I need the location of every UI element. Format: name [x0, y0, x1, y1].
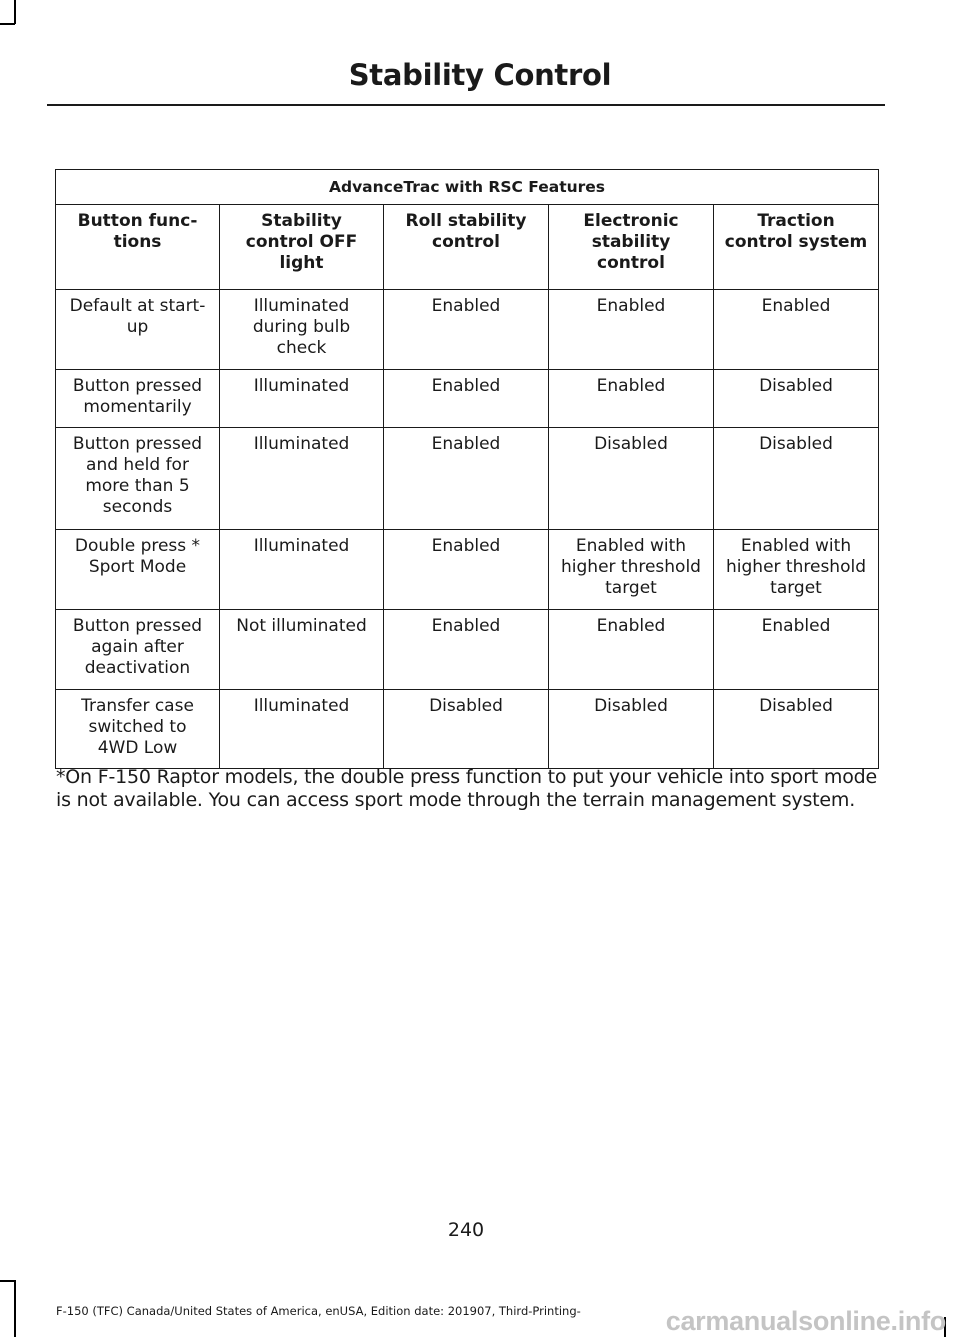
- table-cell: Enabled: [549, 290, 714, 370]
- table-cell: Enabled: [384, 290, 549, 370]
- page-number: 240: [447, 1219, 485, 1241]
- column-header: Stability control OFF light: [220, 205, 384, 290]
- table-cell: Enabled with higher threshold target: [714, 530, 879, 610]
- table-cell: Enabled: [714, 290, 879, 370]
- table-cell: Disabled: [549, 428, 714, 530]
- column-header: Electronic stability control: [549, 205, 714, 290]
- table-cell: Button pressed and held for more than 5 seconds: [56, 428, 220, 530]
- table-cell: Double press * Sport Mode: [56, 530, 220, 610]
- table-cell: Disabled: [714, 690, 879, 769]
- table-row: [56, 610, 879, 690]
- table-cell: Default at start- up: [56, 290, 220, 370]
- table-body: [56, 290, 879, 769]
- watermark: carmanualsonline.info: [665, 1306, 946, 1336]
- table-cell: Button pressed momentarily: [56, 370, 220, 428]
- table-cell: Illuminated: [220, 690, 384, 769]
- table-cell: Button pressed again after deactivation: [56, 610, 220, 690]
- table-cell: Disabled: [549, 690, 714, 769]
- page-title: Stability Control: [348, 58, 612, 92]
- table-cell: Enabled: [384, 610, 549, 690]
- table-cell: Enabled with higher threshold target: [549, 530, 714, 610]
- table-cell: Not illuminated: [220, 610, 384, 690]
- table-cell: Illuminated: [220, 370, 384, 428]
- table-cell: Disabled: [714, 428, 879, 530]
- table-cell: Enabled: [549, 610, 714, 690]
- footnote: *On F-150 Raptor models, the double press function to put your vehicle into sport mode is not available. You can access sport mode through the terrain management system.: [56, 766, 878, 811]
- crop-mark-top-left-h: [0, 23, 15, 25]
- crop-mark-bottom-left-h: [0, 1280, 15, 1282]
- table-header-row: [56, 205, 879, 290]
- table-cell: Disabled: [714, 370, 879, 428]
- crop-mark-top-left-v: [14, 0, 16, 24]
- advancetrac-features-table: [55, 169, 879, 769]
- table-cell: Enabled: [549, 370, 714, 428]
- table-cell: Disabled: [384, 690, 549, 769]
- table-cell: Illuminated: [220, 428, 384, 530]
- table-cell: Enabled: [714, 610, 879, 690]
- table-cell: Enabled: [384, 530, 549, 610]
- table-row: [56, 428, 879, 530]
- crop-mark-bottom-left-v: [14, 1280, 16, 1337]
- title-rule: [47, 104, 885, 106]
- table-cell: Illuminated: [220, 530, 384, 610]
- table-caption: AdvanceTrac with RSC Features: [56, 170, 879, 205]
- edition-line: F-150 (TFC) Canada/United States of America, enUSA, Edition date: 201907, Third-Printing-: [56, 1304, 581, 1318]
- table-row: [56, 290, 879, 370]
- column-header: Button func- tions: [56, 205, 220, 290]
- table-row: [56, 370, 879, 428]
- table-cell: Illuminated during bulb check: [220, 290, 384, 370]
- table-cell: Enabled: [384, 370, 549, 428]
- column-header: Roll stability control: [384, 205, 549, 290]
- table-row: [56, 690, 879, 769]
- table-cell: Enabled: [384, 428, 549, 530]
- table-cell: Transfer case switched to 4WD Low: [56, 690, 220, 769]
- column-header: Traction control system: [714, 205, 879, 290]
- table-row: [56, 530, 879, 610]
